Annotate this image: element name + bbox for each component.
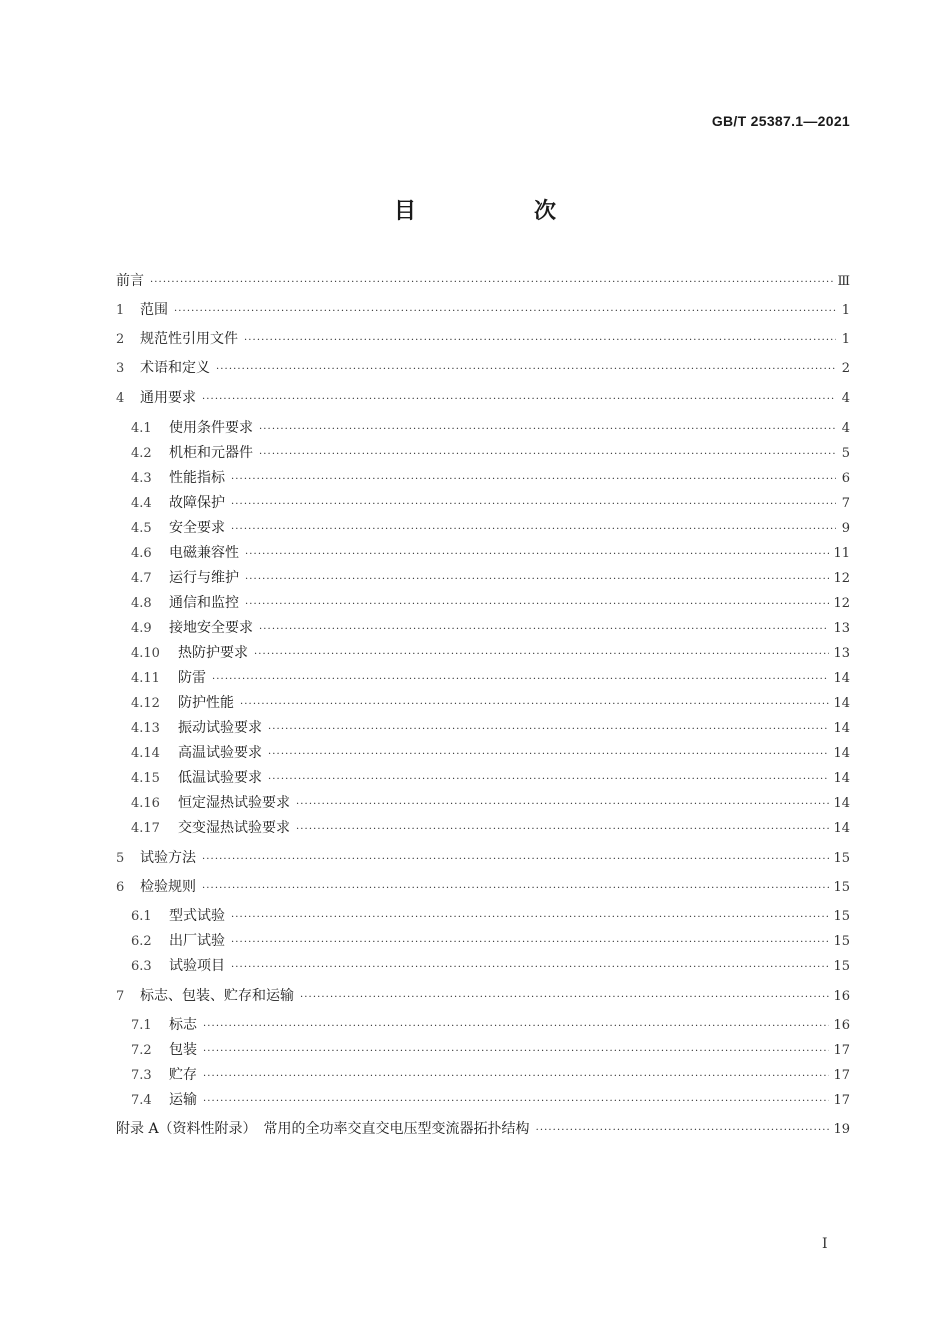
toc-leader-dots	[203, 1096, 829, 1107]
toc-leader-dots	[174, 306, 836, 317]
toc-entry-number: 4.6	[131, 546, 152, 561]
toc-entry-title: 通信和监控	[169, 595, 239, 611]
toc-leader-dots	[231, 524, 836, 535]
toc-entry[interactable]	[116, 1118, 850, 1142]
toc-leader-dots	[212, 674, 829, 685]
toc-entry-title: 规范性引用文件	[140, 331, 238, 347]
toc-leader-dots	[268, 774, 829, 785]
toc-entry-number: 2	[116, 332, 125, 347]
toc-entry-page: 15	[833, 851, 850, 866]
toc-entry[interactable]	[116, 467, 850, 491]
toc-entry-page: 6	[841, 471, 850, 486]
toc-entry-number: 7.4	[131, 1093, 152, 1108]
toc-entry-number: 4.8	[131, 596, 152, 611]
toc-entry[interactable]	[116, 1039, 850, 1063]
toc-entry[interactable]	[116, 1089, 850, 1113]
page-number: Ⅰ	[822, 1236, 828, 1252]
toc-entry-title: 机柜和元器件	[169, 445, 253, 461]
toc-leader-dots	[240, 699, 829, 710]
toc-entry-title: 包装	[169, 1042, 197, 1058]
toc-entry[interactable]	[116, 328, 850, 352]
toc-entry-title: 电磁兼容性	[169, 545, 239, 561]
toc-entry-page: 19	[833, 1122, 850, 1137]
toc-leader-dots	[244, 335, 836, 346]
toc-entry[interactable]	[116, 905, 850, 929]
toc-entry-title: 运行与维护	[169, 570, 239, 586]
toc-entry-title: 低温试验要求	[178, 770, 262, 786]
toc-entry-number: 4.17	[131, 821, 160, 836]
toc-entry[interactable]	[116, 617, 850, 641]
toc-entry-title: 通用要求	[140, 390, 196, 406]
toc-entry-number: 4.5	[131, 521, 152, 536]
toc-entry-page: 9	[841, 521, 850, 536]
toc-leader-dots	[202, 394, 836, 405]
toc-entry-title: 高温试验要求	[178, 745, 262, 761]
toc-entry[interactable]	[116, 817, 850, 841]
toc-entry-page: 15	[833, 909, 850, 924]
toc-entry-number: 7.2	[131, 1043, 152, 1058]
toc-leader-dots	[203, 1071, 829, 1082]
toc-entry[interactable]	[116, 767, 850, 791]
toc-entry-title: 防雷	[178, 670, 206, 686]
toc-entry[interactable]	[116, 692, 850, 716]
toc-entry-page: 12	[833, 596, 850, 611]
toc-entry-page: Ⅲ	[837, 274, 850, 289]
toc-entry[interactable]	[116, 792, 850, 816]
toc-entry-page: 5	[841, 446, 850, 461]
toc-entry-title: 运输	[169, 1092, 197, 1108]
toc-entry[interactable]	[116, 847, 850, 871]
toc-leader-dots	[254, 649, 829, 660]
toc-entry-page: 16	[833, 1018, 850, 1033]
toc-leader-dots	[268, 724, 829, 735]
toc-entry-number: 4.16	[131, 796, 160, 811]
toc-entry-number: 1	[116, 303, 125, 318]
standard-code: GB/T 25387.1—2021	[711, 113, 850, 129]
toc-entry-title: 性能指标	[169, 470, 225, 486]
toc-entry-page: 15	[833, 959, 850, 974]
toc-entry-number: 4.4	[131, 496, 152, 511]
toc-leader-dots	[259, 424, 836, 435]
toc-entry-number: 6.1	[131, 909, 152, 924]
toc-entry-number: 5	[116, 851, 125, 866]
toc-entry[interactable]	[116, 567, 850, 591]
toc-entry-title: 标志	[169, 1017, 197, 1033]
toc-leader-dots	[245, 599, 829, 610]
toc-entry-page: 16	[833, 989, 850, 1004]
toc-entry-number: 6	[116, 880, 125, 895]
toc-entry-number: 6.3	[131, 959, 152, 974]
toc-entry-number: 4.7	[131, 571, 152, 586]
toc-entry[interactable]	[116, 417, 850, 441]
toc-entry-number: 4	[116, 391, 125, 406]
toc-leader-dots	[231, 474, 836, 485]
toc-entry-page: 2	[841, 361, 850, 376]
toc-entry-number: 7.1	[131, 1018, 152, 1033]
toc-leader-dots	[203, 1046, 829, 1057]
toc-leader-dots	[259, 624, 829, 635]
toc-entry[interactable]	[116, 930, 850, 954]
toc-entry-page: 14	[833, 771, 850, 786]
toc-entry-title: 接地安全要求	[169, 620, 253, 636]
toc-entry-number: 4.11	[131, 671, 160, 686]
toc-entry-number: 3	[116, 361, 125, 376]
toc-entry-title: 型式试验	[169, 908, 225, 924]
toc-leader-dots	[231, 912, 829, 923]
toc-leader-dots	[231, 937, 829, 948]
toc-entry-title: 交变湿热试验要求	[178, 820, 290, 836]
toc-entry-title: 试验项目	[169, 958, 225, 974]
toc-entry-title: 试验方法	[140, 850, 196, 866]
toc-entry-page: 17	[833, 1043, 850, 1058]
toc-entry-title: 防护性能	[178, 695, 234, 711]
toc-entry[interactable]	[116, 270, 850, 294]
toc-entry[interactable]	[116, 492, 850, 516]
toc-entry-number: 4.9	[131, 621, 152, 636]
toc-entry-number: 4.3	[131, 471, 152, 486]
toc-entry-page: 14	[833, 721, 850, 736]
toc-entry-title: 故障保护	[169, 495, 225, 511]
toc-entry-number: 4.15	[131, 771, 160, 786]
toc-leader-dots	[245, 574, 829, 585]
toc-entry[interactable]	[116, 387, 850, 411]
toc-leader-dots	[150, 277, 833, 288]
toc-entry-page: 14	[833, 746, 850, 761]
toc-entry-number: 4.14	[131, 746, 160, 761]
toc-leader-dots	[296, 799, 829, 810]
toc-entry-page: 15	[833, 880, 850, 895]
toc-entry-page: 14	[833, 696, 850, 711]
toc-entry-page: 11	[833, 546, 850, 561]
toc-entry-page: 1	[841, 303, 850, 318]
toc-entry-title: 热防护要求	[178, 645, 248, 661]
toc-entry-title: 贮存	[169, 1067, 197, 1083]
toc-leader-dots	[300, 992, 829, 1003]
toc-leader-dots	[296, 824, 829, 835]
toc-entry-title: 检验规则	[140, 879, 196, 895]
toc-entry-number: 7	[116, 989, 125, 1004]
toc-entry-page: 17	[833, 1093, 850, 1108]
toc-entry-page: 4	[841, 421, 850, 436]
toc-leader-dots	[245, 549, 829, 560]
toc-leader-dots	[231, 499, 836, 510]
toc-entry[interactable]	[116, 742, 850, 766]
toc-entry-title: 振动试验要求	[178, 720, 262, 736]
toc-entry-page: 12	[833, 571, 850, 586]
toc-entry[interactable]	[116, 985, 850, 1009]
toc-entry[interactable]	[116, 442, 850, 466]
toc-entry-page: 13	[833, 621, 850, 636]
toc-leader-dots	[231, 962, 829, 973]
toc-entry[interactable]	[116, 1014, 850, 1038]
toc-entry-page: 1	[841, 332, 850, 347]
toc-entry-title: 使用条件要求	[169, 420, 253, 436]
toc-entry-number: 4.1	[131, 421, 152, 436]
toc-leader-dots	[202, 854, 829, 865]
toc-entry[interactable]	[116, 299, 850, 323]
toc-entry-title: 恒定湿热试验要求	[178, 795, 290, 811]
toc-entry[interactable]	[116, 542, 850, 566]
toc-entry-page: 13	[833, 646, 850, 661]
toc-entry[interactable]	[116, 357, 850, 381]
toc-entry[interactable]	[116, 955, 850, 979]
toc-entry-number: 7.3	[131, 1068, 152, 1083]
toc-leader-dots	[259, 449, 836, 460]
toc-entry[interactable]	[116, 517, 850, 541]
toc-entry-title: 安全要求	[169, 520, 225, 536]
toc-entry[interactable]	[116, 592, 850, 616]
toc-entry-page: 14	[833, 821, 850, 836]
toc-entry[interactable]	[116, 1064, 850, 1088]
toc-entry[interactable]	[116, 642, 850, 666]
toc-entry-title: 附录 A（资料性附录） 常用的全功率交直交电压型变流器拓扑结构	[116, 1121, 530, 1137]
toc-entry-page: 14	[833, 671, 850, 686]
toc-leader-dots	[536, 1125, 830, 1136]
toc-entry-number: 4.12	[131, 696, 160, 711]
toc-leader-dots	[216, 364, 836, 375]
toc-entry-number: 4.10	[131, 646, 160, 661]
toc-entry-page: 17	[833, 1068, 850, 1083]
page-title: 目 次	[393, 198, 604, 224]
toc-entry-title: 术语和定义	[140, 360, 210, 376]
toc-leader-dots	[202, 883, 829, 894]
toc-entry-title: 出厂试验	[169, 933, 225, 949]
toc-entry-number: 4.2	[131, 446, 152, 461]
toc-entry-page: 7	[841, 496, 850, 511]
toc-entry-page: 15	[833, 934, 850, 949]
toc-entry-page: 4	[841, 391, 850, 406]
toc-entry-number: 4.13	[131, 721, 160, 736]
toc-entry-title: 标志、包装、贮存和运输	[140, 988, 294, 1004]
toc-entry[interactable]	[116, 876, 850, 900]
toc-entry-title: 前言	[116, 273, 144, 289]
toc-leader-dots	[203, 1021, 829, 1032]
toc-entry-title: 范围	[140, 302, 168, 318]
toc-entry[interactable]	[116, 667, 850, 691]
toc-entry[interactable]	[116, 717, 850, 741]
toc-entry-number: 6.2	[131, 934, 152, 949]
toc-leader-dots	[268, 749, 829, 760]
toc-entry-page: 14	[833, 796, 850, 811]
